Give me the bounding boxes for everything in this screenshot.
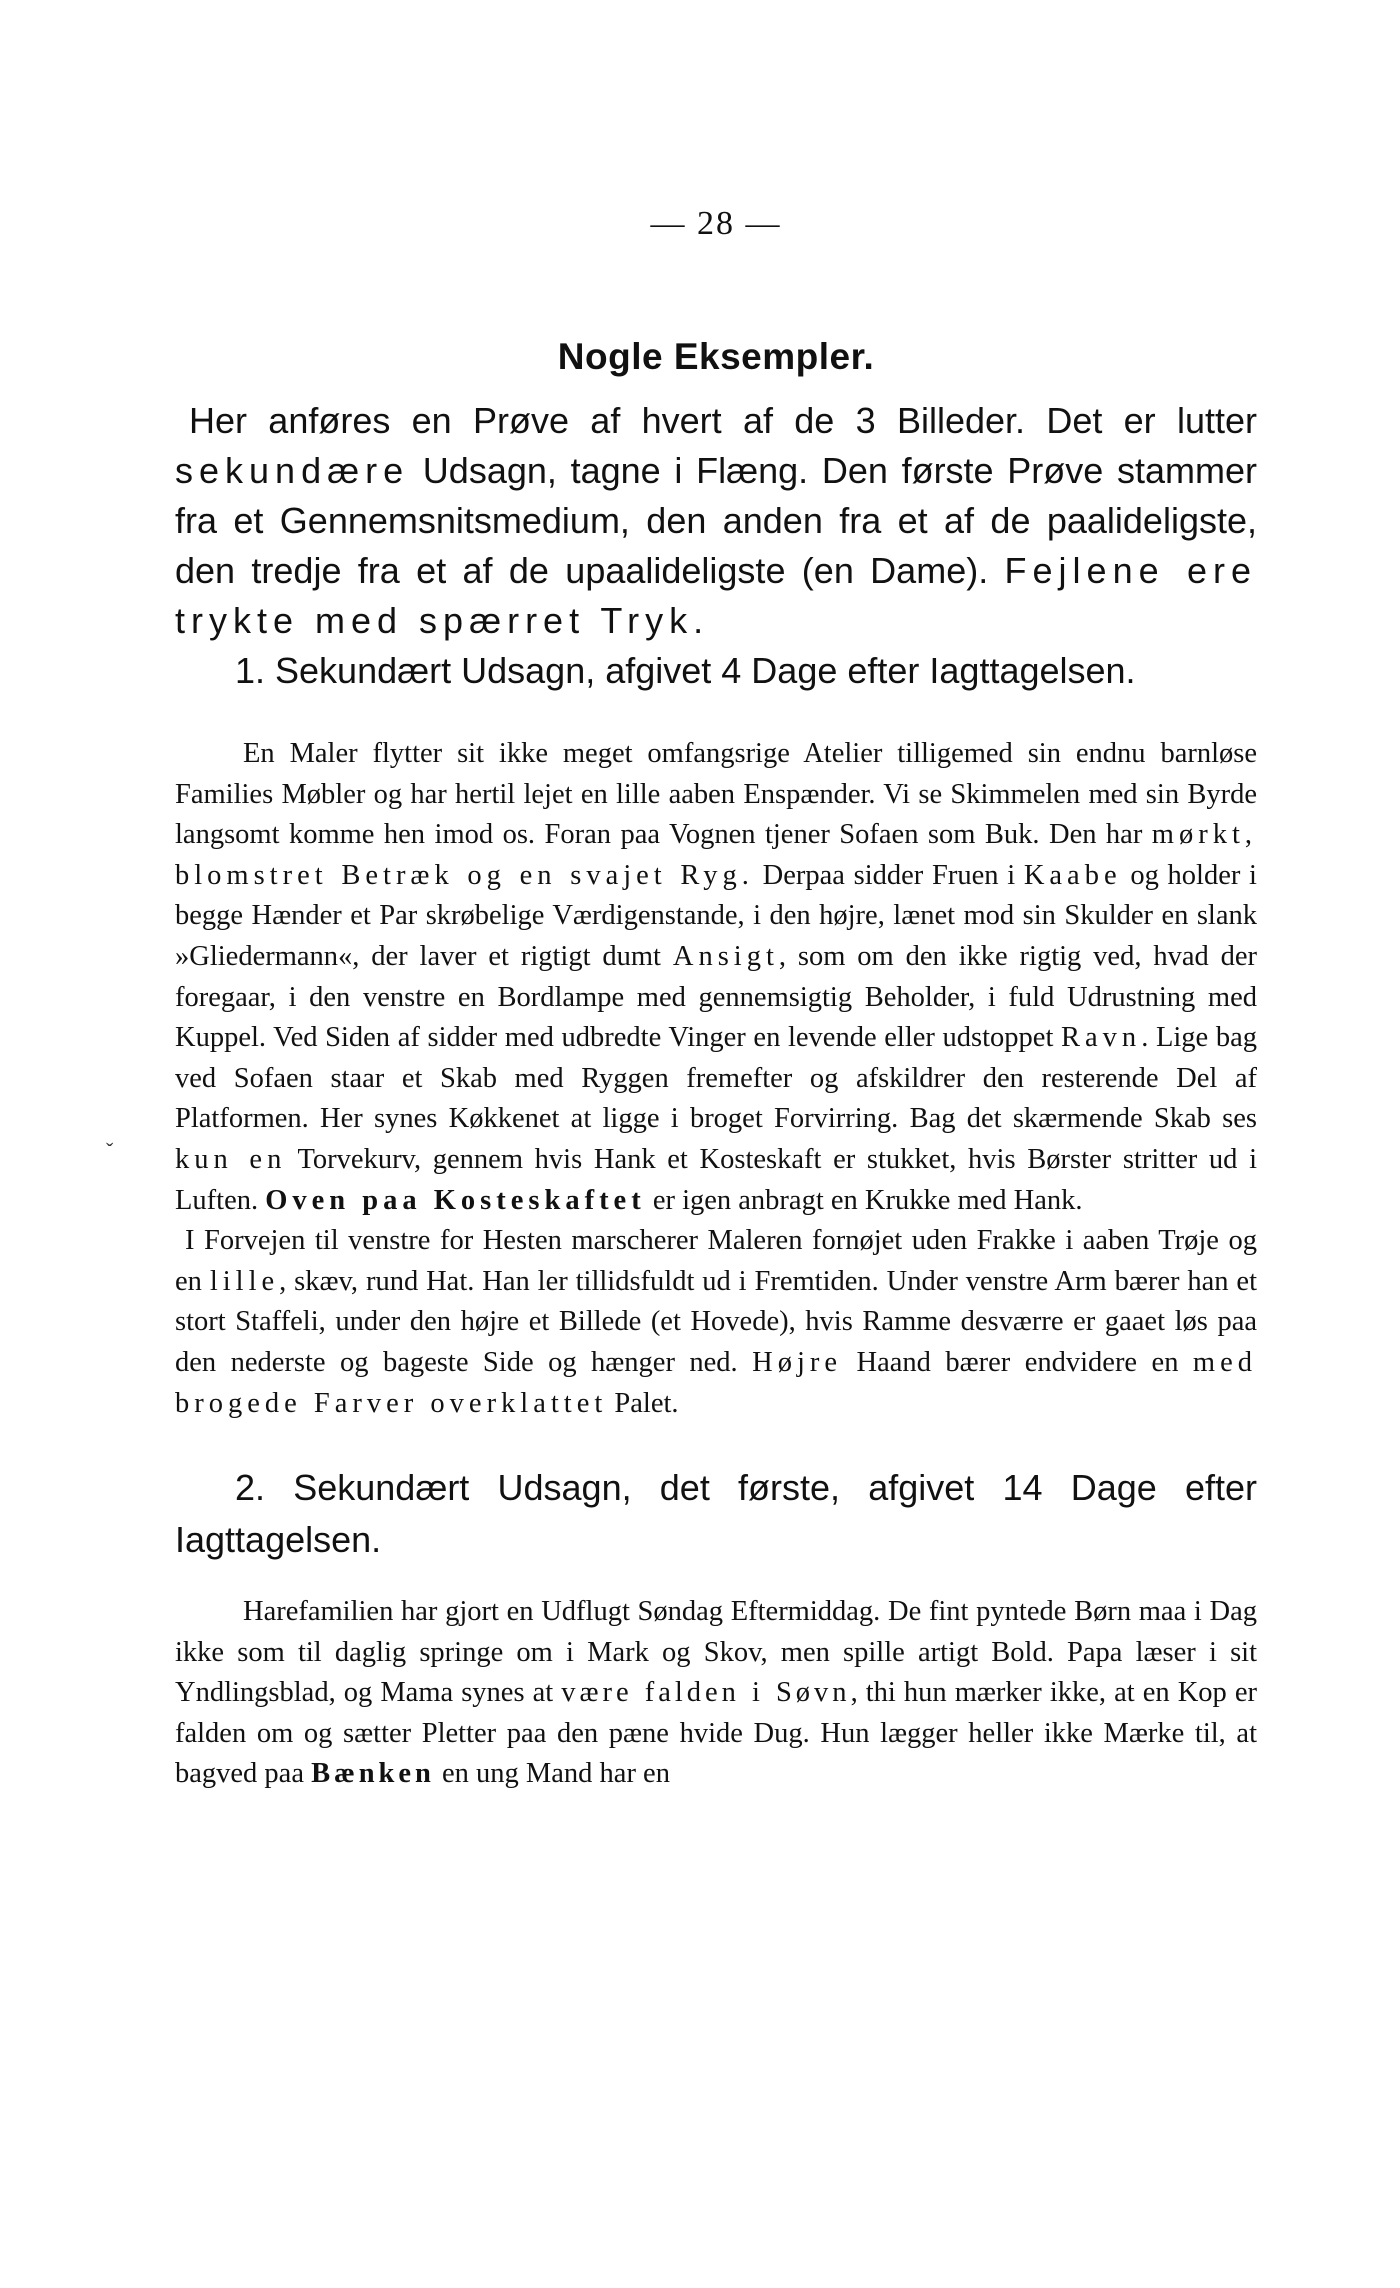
section1-paragraph-2: [175, 1221, 1257, 1424]
page-number: — 28 —: [650, 205, 782, 242]
margin-mark: ˇ: [106, 1138, 114, 1163]
s2p1-error-1: være falden i Søvn: [561, 1677, 851, 1709]
intro-spaced-1: sekundære: [175, 450, 410, 491]
s1p2-text-c: Haand bærer endvidere en: [842, 1346, 1193, 1378]
s1p2-error-2: Højre: [752, 1346, 843, 1378]
s1p2-text-a: I Forvejen til venstre for Hesten marscherer Maleren fornøjet uden Frakke i aaben Trøje og en: [175, 1225, 1257, 1297]
section1-paragraph-1: [175, 734, 1257, 1221]
intro-paragraph: [175, 396, 1257, 646]
section2-paragraph-1: [175, 1592, 1257, 1795]
s1p1-error-1: mørkt, blomstret Betræk og en svajet Ryg.: [175, 819, 1257, 891]
section1-title: 1. Sekundært Udsagn, afgivet 4 Dage efter Iagttagelsen.: [235, 650, 1136, 691]
s1p2-text-b: , skæv, rund Hat. Han ler tillidsfuldt ud i Fremtiden. Under venstre Arm bærer han et stort Staffeli, under den højre et Billede (et Hovede), hvis Ramme desværre er gaaet løs paa den nederste og bageste Side og hænger ned.: [175, 1265, 1257, 1378]
s1p1-text-e: . Lige bag ved Sofaen staar et Skab med Ryggen fremefter og afskildrer den resterende Del af Platformen. Her synes Køkkenet at ligge i broget Forvirring. Bag det skærmende Skab ses: [175, 1022, 1257, 1135]
page: [175, 205, 1257, 1795]
s1p2-error-1: lille: [209, 1265, 280, 1297]
section-heading: Nogle Eksempler.: [557, 336, 875, 377]
intro-text-1: Her anføres en Prøve af hvert af de 3 Billeder. Det er lutter: [189, 400, 1257, 441]
s2p1-text-b: , thi hun mærker ikke, at en Kop er falden om og sætter Pletter paa den pæne hvide Dug. Hun lægger heller ikke Mærke til, at bagved paa: [175, 1677, 1257, 1790]
section2-title-b: Iagttagelsen.: [175, 1519, 382, 1561]
s2p1-text-a: Harefamilien har gjort en Udflugt Søndag Eftermiddag. De fint pyntede Børn maa i Dag ikke som til daglig springe om i Mark og Skov, men spille artigt Bold. Papa læser i sit Yndlingsblad, og Mama synes at: [175, 1596, 1257, 1709]
intro-text-2: Udsagn, tagne i Flæng. Den første Prøve stammer fra et Gennemsnitsmedium, den anden fra et af de paalideligste, den tredje fra et af de upaalideligste (en Dame).: [175, 450, 1257, 591]
s1p1-text-f: Torvekurv, gennem hvis Hank et Kosteskaft er stukket, hvis Børster stritter ud i Luften.: [175, 1143, 1257, 1216]
s2p1-text-c: en ung Mand har en: [434, 1758, 670, 1790]
s1p1-error-3: Ansigt: [672, 940, 779, 972]
intro-spaced-2: Fejlene ere trykte med spærret Tryk.: [175, 550, 1257, 641]
s1p1-text-a: En Maler flytter sit ikke meget omfangsrige Atelier tilligemed sin endnu barnløse Families Møbler og har hertil lejet en lille aaben Enspænder. Vi se Skimmelen med sin Byrde langsomt komme hen imod os. Foran paa Vognen tjener Sofaen som Buk. Den har: [175, 738, 1257, 851]
s1p1-error-2: Kaabe: [1023, 859, 1122, 891]
section2-title: [175, 1462, 1257, 1566]
s2p1-error-2: Bænken: [311, 1758, 435, 1790]
s1p1-text-b: Derpaa sidder Fruen i: [753, 859, 1024, 891]
s1p2-error-3: med brogede Farver overklattet: [175, 1346, 1257, 1419]
s1p1-text-d: , som om den ikke rigtig ved, hvad der foregaar, i den venstre en Bordlampe med gennemsigtig Beholder, i fuld Udrustning med Kuppel. Ved Siden af sidder med udbredte Vinger en levende eller udstoppet: [175, 940, 1257, 1054]
section2-title-a: 2. Sekundært Udsagn, det første, afgivet 14 Dage efter: [235, 1467, 1257, 1509]
s1p1-error-5: kun en: [175, 1143, 287, 1175]
s1p1-error-6: Oven paa Kosteskaftet: [265, 1184, 646, 1216]
s1p1-text-g: er igen anbragt en Krukke med Hank.: [645, 1184, 1083, 1216]
s1p2-text-d: Palet.: [607, 1387, 679, 1419]
s1p1-error-4: Ravn: [1061, 1022, 1142, 1054]
s1p1-text-c: og holder i begge Hænder et Par skrøbelige Værdigenstande, i den højre, lænet mod sin Skulder en slank »Gliedermann«, der laver et rigtigt dumt: [175, 859, 1257, 972]
